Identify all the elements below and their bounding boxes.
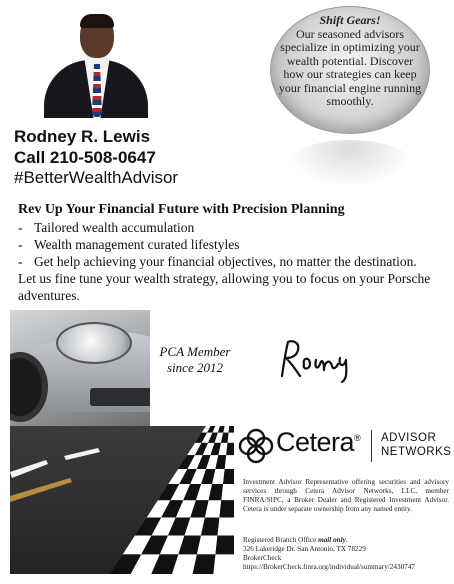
car-headlamp — [56, 322, 132, 364]
advisor-hashtag: #BetterWealthAdvisor — [14, 168, 179, 187]
list-item — [18, 219, 417, 236]
checker-square — [219, 500, 234, 517]
logo-networks: NETWORKS — [381, 446, 452, 458]
pca-line-1: PCA Member — [159, 344, 231, 359]
bullet-dash: - — [18, 220, 23, 235]
checker-square — [217, 517, 234, 535]
branch-address: 326 Lakeridge Dr. San Antonio, TX 78229 — [243, 545, 366, 553]
bullet-text: Wealth management curated lifestyles — [34, 237, 240, 252]
branch-suffix: . — [345, 536, 348, 544]
cetera-wordmark — [276, 427, 360, 458]
list-item — [18, 253, 417, 270]
pca-line-2: since 2012 — [167, 360, 223, 375]
list-item — [18, 236, 417, 253]
checker-square — [213, 554, 234, 574]
logo-advisor: ADVISOR — [381, 432, 437, 444]
branch-office-line — [243, 536, 449, 545]
disclosure-text: Investment Advisor Representative offering securities and advisory services through Cetera Advisor Networks, LLC, member FINRA/SIPC, a Broker Dealer and Registered Investment Advisor. Cetera is under separate ownership from any named entity. — [243, 478, 449, 513]
gauge-heading: Shift Gears! — [319, 13, 381, 27]
checker-square — [221, 484, 234, 500]
signature — [276, 336, 358, 384]
wordmark-text: Cetera — [276, 427, 355, 457]
checker-square — [215, 536, 234, 555]
brokercheck-link[interactable]: https://BrokerCheck.finra.org/individual/summary/2430747 — [243, 563, 415, 571]
photo-hair — [80, 14, 114, 28]
pca-membership — [155, 344, 235, 376]
brokercheck-label: BrokerCheck — [243, 554, 282, 562]
closing-paragraph: Let us fine tune your wealth strategy, allowing you to focus on your Porsche adventures. — [18, 271, 431, 303]
bullet-text: Get help achieving your financial objectives, no matter the destination. — [34, 254, 417, 269]
bullet-list — [18, 219, 417, 270]
branch-mail-only: mail only — [318, 536, 346, 544]
checker-square — [228, 433, 234, 443]
checker-square — [223, 469, 234, 484]
branch-prefix: Registered Branch Office — [243, 536, 319, 544]
advisor-phone[interactable]: Call 210-508-0647 — [14, 148, 156, 167]
porsche-image — [10, 310, 150, 426]
track-graphic — [10, 426, 234, 574]
checker-square — [226, 443, 234, 455]
headline: Rev Up Your Financial Future with Precision Planning — [18, 202, 345, 217]
branch-office — [243, 536, 449, 572]
advisor-photo — [40, 8, 152, 118]
bullet-text: Tailored wealth accumulation — [34, 220, 195, 235]
checker-square — [229, 426, 234, 433]
logo-divider — [371, 430, 372, 462]
bullet-dash: - — [18, 237, 23, 252]
registered-mark: ® — [354, 433, 361, 443]
gauge-message — [276, 14, 424, 109]
cetera-logo-icon — [238, 428, 274, 464]
checker-square — [225, 455, 234, 469]
bullet-dash: - — [18, 254, 23, 269]
gauge-reflection — [288, 140, 412, 186]
gauge-body: Our seasoned advisors specialize in optimizing your wealth potential. Discover how our strategies can keep your financial engine running smoothly. — [278, 26, 422, 108]
advisor-name: Rodney R. Lewis — [14, 127, 151, 146]
checkered-track-image — [10, 426, 234, 574]
car-intake — [90, 388, 150, 406]
